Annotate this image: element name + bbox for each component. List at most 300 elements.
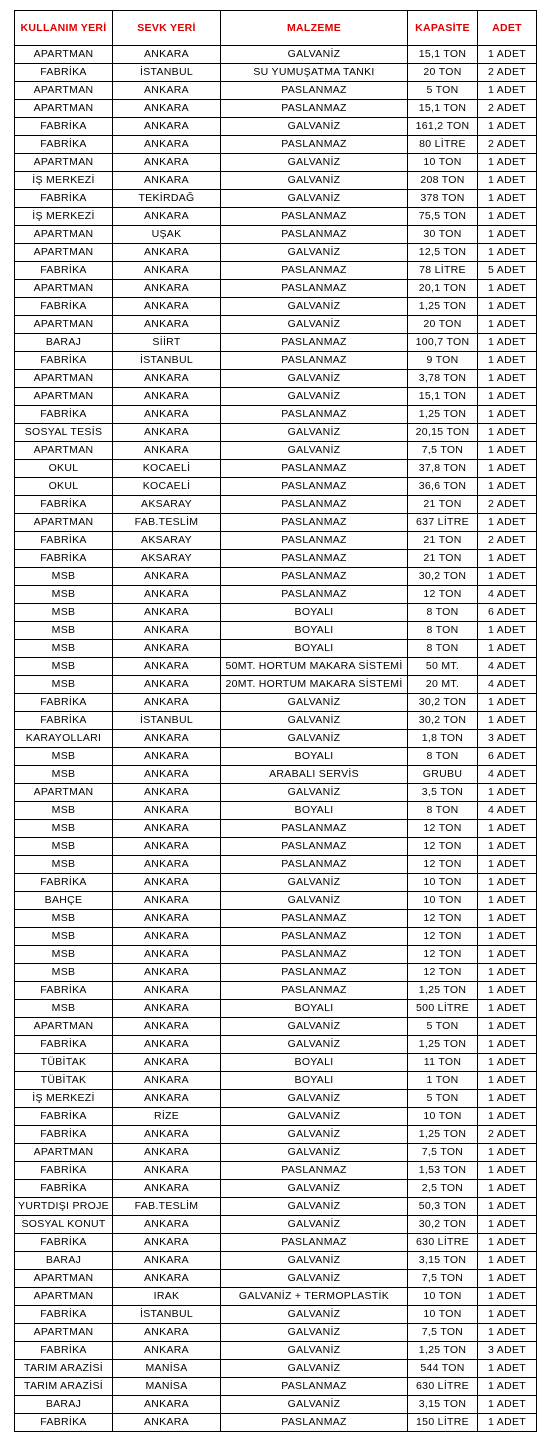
cell-kapasite: 544 TON	[408, 1360, 478, 1378]
cell-malzeme: PASLANMAZ	[221, 982, 408, 1000]
cell-malzeme: GALVANİZ	[221, 244, 408, 262]
cell-kullanim-yeri: SOSYAL TESİS	[15, 424, 113, 442]
cell-kapasite: 50,3 TON	[408, 1198, 478, 1216]
table-row	[15, 1000, 537, 1018]
cell-kullanim-yeri: OKUL	[15, 478, 113, 496]
cell-malzeme: GALVANİZ	[221, 1324, 408, 1342]
cell-adet: 6 ADET	[478, 748, 537, 766]
cell-malzeme: PASLANMAZ	[221, 1414, 408, 1432]
table-row	[15, 514, 537, 532]
cell-kullanim-yeri: TÜBİTAK	[15, 1072, 113, 1090]
cell-malzeme: BOYALI	[221, 748, 408, 766]
table-row	[15, 712, 537, 730]
cell-malzeme: PASLANMAZ	[221, 838, 408, 856]
cell-sevk-yeri: ANKARA	[113, 442, 221, 460]
cell-sevk-yeri: KOCAELİ	[113, 460, 221, 478]
cell-adet: 1 ADET	[478, 1000, 537, 1018]
cell-malzeme: PASLANMAZ	[221, 136, 408, 154]
cell-kapasite: 5 TON	[408, 1090, 478, 1108]
cell-kullanim-yeri: FABRİKA	[15, 1342, 113, 1360]
cell-malzeme: PASLANMAZ	[221, 496, 408, 514]
cell-kapasite: 1,25 TON	[408, 982, 478, 1000]
cell-kullanim-yeri: APARTMAN	[15, 784, 113, 802]
table-row	[15, 1414, 537, 1432]
cell-sevk-yeri: ANKARA	[113, 784, 221, 802]
cell-kapasite: 20 MT.	[408, 676, 478, 694]
table-row	[15, 838, 537, 856]
cell-kapasite: 630 LİTRE	[408, 1234, 478, 1252]
cell-kapasite: 20,15 TON	[408, 424, 478, 442]
table-row	[15, 604, 537, 622]
table-row	[15, 1108, 537, 1126]
cell-adet: 1 ADET	[478, 1216, 537, 1234]
table-body	[15, 46, 537, 1432]
cell-kapasite: 12 TON	[408, 910, 478, 928]
cell-kullanim-yeri: MSB	[15, 946, 113, 964]
cell-kapasite: 80 LİTRE	[408, 136, 478, 154]
cell-malzeme: GALVANİZ	[221, 298, 408, 316]
cell-sevk-yeri: ANKARA	[113, 1252, 221, 1270]
cell-adet: 1 ADET	[478, 1252, 537, 1270]
cell-adet: 1 ADET	[478, 928, 537, 946]
cell-adet: 1 ADET	[478, 874, 537, 892]
header-sevk-yeri: SEVK YERİ	[113, 11, 221, 46]
table-row	[15, 1162, 537, 1180]
cell-malzeme: PASLANMAZ	[221, 1234, 408, 1252]
cell-kullanim-yeri: SOSYAL KONUT	[15, 1216, 113, 1234]
cell-malzeme: GALVANİZ + TERMOPLASTİK	[221, 1288, 408, 1306]
table-row	[15, 658, 537, 676]
cell-sevk-yeri: ANKARA	[113, 1216, 221, 1234]
table-row	[15, 982, 537, 1000]
cell-kullanim-yeri: MSB	[15, 856, 113, 874]
table-row	[15, 136, 537, 154]
table-row	[15, 1036, 537, 1054]
header-adet: ADET	[478, 11, 537, 46]
table-row	[15, 784, 537, 802]
cell-malzeme: GALVANİZ	[221, 1270, 408, 1288]
cell-adet: 1 ADET	[478, 388, 537, 406]
cell-kapasite: 8 TON	[408, 748, 478, 766]
table-row	[15, 280, 537, 298]
cell-malzeme: BOYALI	[221, 640, 408, 658]
cell-adet: 1 ADET	[478, 1234, 537, 1252]
cell-kullanim-yeri: MSB	[15, 748, 113, 766]
cell-kullanim-yeri: MSB	[15, 802, 113, 820]
table-row	[15, 766, 537, 784]
cell-kullanim-yeri: APARTMAN	[15, 514, 113, 532]
table-row	[15, 100, 537, 118]
cell-kapasite: 5 TON	[408, 82, 478, 100]
cell-adet: 2 ADET	[478, 100, 537, 118]
cell-sevk-yeri: ANKARA	[113, 604, 221, 622]
cell-adet: 1 ADET	[478, 334, 537, 352]
cell-kullanim-yeri: MSB	[15, 820, 113, 838]
cell-malzeme: GALVANİZ	[221, 1036, 408, 1054]
cell-sevk-yeri: ANKARA	[113, 1162, 221, 1180]
table-row	[15, 1342, 537, 1360]
cell-kapasite: 12 TON	[408, 964, 478, 982]
cell-malzeme: PASLANMAZ	[221, 82, 408, 100]
cell-adet: 1 ADET	[478, 406, 537, 424]
cell-kullanim-yeri: TÜBİTAK	[15, 1054, 113, 1072]
cell-adet: 4 ADET	[478, 802, 537, 820]
table-row	[15, 316, 537, 334]
table-row	[15, 1396, 537, 1414]
cell-sevk-yeri: IRAK	[113, 1288, 221, 1306]
table-row	[15, 1234, 537, 1252]
cell-kapasite: 12 TON	[408, 820, 478, 838]
cell-malzeme: PASLANMAZ	[221, 334, 408, 352]
cell-sevk-yeri: RİZE	[113, 1108, 221, 1126]
cell-sevk-yeri: ANKARA	[113, 298, 221, 316]
cell-adet: 2 ADET	[478, 64, 537, 82]
cell-sevk-yeri: AKSARAY	[113, 550, 221, 568]
cell-sevk-yeri: ANKARA	[113, 1090, 221, 1108]
cell-adet: 1 ADET	[478, 280, 537, 298]
cell-kapasite: 75,5 TON	[408, 208, 478, 226]
cell-sevk-yeri: MANİSA	[113, 1378, 221, 1396]
cell-kapasite: 3,15 TON	[408, 1252, 478, 1270]
cell-kullanim-yeri: BARAJ	[15, 334, 113, 352]
cell-malzeme: GALVANİZ	[221, 694, 408, 712]
table-row	[15, 1180, 537, 1198]
cell-kullanim-yeri: MSB	[15, 766, 113, 784]
table-row	[15, 964, 537, 982]
cell-sevk-yeri: ANKARA	[113, 154, 221, 172]
cell-kullanim-yeri: FABRİKA	[15, 64, 113, 82]
cell-adet: 1 ADET	[478, 370, 537, 388]
cell-kapasite: 30,2 TON	[408, 712, 478, 730]
cell-sevk-yeri: ANKARA	[113, 1126, 221, 1144]
cell-kapasite: 8 TON	[408, 622, 478, 640]
cell-sevk-yeri: ANKARA	[113, 622, 221, 640]
table-row	[15, 1378, 537, 1396]
cell-kapasite: 21 TON	[408, 496, 478, 514]
cell-malzeme: GALVANİZ	[221, 1090, 408, 1108]
table-row	[15, 1144, 537, 1162]
cell-kullanim-yeri: APARTMAN	[15, 1270, 113, 1288]
cell-kullanim-yeri: İŞ MERKEZİ	[15, 208, 113, 226]
table-row	[15, 1324, 537, 1342]
cell-kullanim-yeri: BAHÇE	[15, 892, 113, 910]
cell-kapasite: 30,2 TON	[408, 568, 478, 586]
cell-sevk-yeri: ANKARA	[113, 694, 221, 712]
cell-kullanim-yeri: FABRİKA	[15, 406, 113, 424]
cell-sevk-yeri: SİİRT	[113, 334, 221, 352]
table-row	[15, 1360, 537, 1378]
cell-sevk-yeri: ANKARA	[113, 1342, 221, 1360]
cell-kapasite: 8 TON	[408, 802, 478, 820]
cell-kapasite: 150 LİTRE	[408, 1414, 478, 1432]
cell-kullanim-yeri: APARTMAN	[15, 100, 113, 118]
cell-sevk-yeri: ANKARA	[113, 424, 221, 442]
cell-malzeme: 50MT. HORTUM MAKARA SİSTEMİ	[221, 658, 408, 676]
cell-adet: 1 ADET	[478, 838, 537, 856]
cell-kullanim-yeri: KARAYOLLARI	[15, 730, 113, 748]
table-row	[15, 1270, 537, 1288]
cell-kullanim-yeri: TARIM ARAZİSİ	[15, 1360, 113, 1378]
cell-kullanim-yeri: FABRİKA	[15, 118, 113, 136]
table-row	[15, 406, 537, 424]
cell-kullanim-yeri: FABRİKA	[15, 694, 113, 712]
cell-adet: 1 ADET	[478, 1378, 537, 1396]
cell-sevk-yeri: ANKARA	[113, 370, 221, 388]
cell-malzeme: GALVANİZ	[221, 892, 408, 910]
cell-kullanim-yeri: FABRİKA	[15, 136, 113, 154]
cell-adet: 1 ADET	[478, 298, 537, 316]
table-row	[15, 154, 537, 172]
cell-kapasite: 10 TON	[408, 1288, 478, 1306]
table-row	[15, 388, 537, 406]
cell-adet: 1 ADET	[478, 1414, 537, 1432]
cell-kapasite: 20 TON	[408, 316, 478, 334]
header-row	[15, 11, 537, 46]
cell-malzeme: GALVANİZ	[221, 46, 408, 64]
table-row	[15, 208, 537, 226]
cell-adet: 1 ADET	[478, 550, 537, 568]
cell-malzeme: BOYALI	[221, 1072, 408, 1090]
cell-kapasite: 36,6 TON	[408, 478, 478, 496]
table-row	[15, 1252, 537, 1270]
cell-adet: 1 ADET	[478, 1396, 537, 1414]
cell-kullanim-yeri: APARTMAN	[15, 154, 113, 172]
cell-kapasite: 10 TON	[408, 892, 478, 910]
cell-adet: 1 ADET	[478, 820, 537, 838]
cell-kapasite: 21 TON	[408, 532, 478, 550]
cell-adet: 1 ADET	[478, 316, 537, 334]
cell-adet: 6 ADET	[478, 604, 537, 622]
cell-malzeme: GALVANİZ	[221, 1396, 408, 1414]
cell-adet: 2 ADET	[478, 136, 537, 154]
cell-adet: 1 ADET	[478, 622, 537, 640]
cell-kullanim-yeri: İŞ MERKEZİ	[15, 172, 113, 190]
table-row	[15, 586, 537, 604]
cell-sevk-yeri: ANKARA	[113, 946, 221, 964]
table-row	[15, 352, 537, 370]
cell-kullanim-yeri: MSB	[15, 640, 113, 658]
cell-malzeme: GALVANİZ	[221, 190, 408, 208]
cell-kapasite: 378 TON	[408, 190, 478, 208]
cell-kullanim-yeri: FABRİKA	[15, 262, 113, 280]
cell-kullanim-yeri: BARAJ	[15, 1252, 113, 1270]
cell-sevk-yeri: ANKARA	[113, 640, 221, 658]
cell-kapasite: 1 TON	[408, 1072, 478, 1090]
cell-kullanim-yeri: APARTMAN	[15, 46, 113, 64]
cell-kullanim-yeri: FABRİKA	[15, 1414, 113, 1432]
cell-sevk-yeri: ANKARA	[113, 676, 221, 694]
cell-malzeme: GALVANİZ	[221, 874, 408, 892]
header-kapasite: KAPASİTE	[408, 11, 478, 46]
cell-adet: 1 ADET	[478, 1054, 537, 1072]
cell-sevk-yeri: AKSARAY	[113, 496, 221, 514]
cell-adet: 1 ADET	[478, 478, 537, 496]
cell-sevk-yeri: ANKARA	[113, 82, 221, 100]
table-row	[15, 64, 537, 82]
cell-adet: 5 ADET	[478, 262, 537, 280]
cell-kullanim-yeri: APARTMAN	[15, 388, 113, 406]
cell-kapasite: 21 TON	[408, 550, 478, 568]
cell-adet: 1 ADET	[478, 226, 537, 244]
cell-malzeme: GALVANİZ	[221, 1360, 408, 1378]
cell-malzeme: PASLANMAZ	[221, 856, 408, 874]
cell-kapasite: 10 TON	[408, 874, 478, 892]
cell-adet: 1 ADET	[478, 946, 537, 964]
cell-sevk-yeri: FAB.TESLİM	[113, 514, 221, 532]
table-row	[15, 1072, 537, 1090]
cell-kapasite: 12 TON	[408, 838, 478, 856]
cell-kapasite: 637 LİTRE	[408, 514, 478, 532]
cell-adet: 1 ADET	[478, 1108, 537, 1126]
cell-kapasite: 500 LİTRE	[408, 1000, 478, 1018]
cell-sevk-yeri: ANKARA	[113, 748, 221, 766]
cell-kapasite: 12 TON	[408, 586, 478, 604]
cell-sevk-yeri: TEKİRDAĞ	[113, 190, 221, 208]
cell-kullanim-yeri: MSB	[15, 964, 113, 982]
cell-kullanim-yeri: FABRİKA	[15, 1306, 113, 1324]
cell-kapasite: 161,2 TON	[408, 118, 478, 136]
data-table	[14, 10, 537, 1432]
cell-malzeme: BOYALI	[221, 604, 408, 622]
cell-malzeme: PASLANMAZ	[221, 478, 408, 496]
table-row	[15, 892, 537, 910]
cell-kapasite: GRUBU	[408, 766, 478, 784]
cell-malzeme: GALVANİZ	[221, 1180, 408, 1198]
header-malzeme: MALZEME	[221, 11, 408, 46]
cell-kullanim-yeri: MSB	[15, 586, 113, 604]
cell-kapasite: 15,1 TON	[408, 388, 478, 406]
cell-malzeme: PASLANMAZ	[221, 820, 408, 838]
cell-sevk-yeri: MANİSA	[113, 1360, 221, 1378]
cell-kapasite: 20 TON	[408, 64, 478, 82]
cell-malzeme: PASLANMAZ	[221, 910, 408, 928]
table-row	[15, 262, 537, 280]
cell-kullanim-yeri: MSB	[15, 658, 113, 676]
cell-kullanim-yeri: APARTMAN	[15, 370, 113, 388]
cell-kapasite: 30,2 TON	[408, 694, 478, 712]
cell-kapasite: 630 LİTRE	[408, 1378, 478, 1396]
table-row	[15, 1090, 537, 1108]
cell-adet: 1 ADET	[478, 1288, 537, 1306]
cell-kullanim-yeri: FABRİKA	[15, 1162, 113, 1180]
cell-sevk-yeri: AKSARAY	[113, 532, 221, 550]
cell-kullanim-yeri: FABRİKA	[15, 1126, 113, 1144]
cell-adet: 1 ADET	[478, 1162, 537, 1180]
cell-sevk-yeri: ANKARA	[113, 172, 221, 190]
cell-kapasite: 3,15 TON	[408, 1396, 478, 1414]
cell-adet: 1 ADET	[478, 1306, 537, 1324]
table-row	[15, 1126, 537, 1144]
cell-kapasite: 1,25 TON	[408, 298, 478, 316]
table-row	[15, 532, 537, 550]
cell-sevk-yeri: İSTANBUL	[113, 712, 221, 730]
cell-kullanim-yeri: APARTMAN	[15, 1018, 113, 1036]
cell-kullanim-yeri: FABRİKA	[15, 550, 113, 568]
cell-kapasite: 37,8 TON	[408, 460, 478, 478]
cell-malzeme: PASLANMAZ	[221, 1162, 408, 1180]
cell-sevk-yeri: ANKARA	[113, 820, 221, 838]
cell-malzeme: 20MT. HORTUM MAKARA SİSTEMİ	[221, 676, 408, 694]
cell-malzeme: PASLANMAZ	[221, 946, 408, 964]
cell-malzeme: PASLANMAZ	[221, 964, 408, 982]
cell-adet: 2 ADET	[478, 532, 537, 550]
table-row	[15, 298, 537, 316]
cell-kullanim-yeri: FABRİKA	[15, 874, 113, 892]
cell-malzeme: GALVANİZ	[221, 1252, 408, 1270]
cell-adet: 1 ADET	[478, 640, 537, 658]
cell-malzeme: GALVANİZ	[221, 316, 408, 334]
cell-malzeme: GALVANİZ	[221, 370, 408, 388]
cell-sevk-yeri: ANKARA	[113, 1234, 221, 1252]
table-row	[15, 910, 537, 928]
cell-kullanim-yeri: FABRİKA	[15, 1180, 113, 1198]
table-row	[15, 1288, 537, 1306]
cell-adet: 1 ADET	[478, 352, 537, 370]
cell-sevk-yeri: ANKARA	[113, 262, 221, 280]
cell-adet: 1 ADET	[478, 442, 537, 460]
cell-kapasite: 7,5 TON	[408, 1324, 478, 1342]
cell-sevk-yeri: ANKARA	[113, 856, 221, 874]
cell-kapasite: 11 TON	[408, 1054, 478, 1072]
cell-kullanim-yeri: APARTMAN	[15, 280, 113, 298]
cell-adet: 2 ADET	[478, 496, 537, 514]
cell-sevk-yeri: ANKARA	[113, 1036, 221, 1054]
cell-sevk-yeri: ANKARA	[113, 1072, 221, 1090]
cell-sevk-yeri: ANKARA	[113, 100, 221, 118]
cell-malzeme: BOYALI	[221, 802, 408, 820]
cell-adet: 1 ADET	[478, 982, 537, 1000]
cell-malzeme: GALVANİZ	[221, 1018, 408, 1036]
cell-malzeme: GALVANİZ	[221, 154, 408, 172]
cell-kullanim-yeri: MSB	[15, 568, 113, 586]
cell-kullanim-yeri: FABRİKA	[15, 712, 113, 730]
cell-malzeme: PASLANMAZ	[221, 226, 408, 244]
cell-sevk-yeri: İSTANBUL	[113, 1306, 221, 1324]
cell-malzeme: GALVANİZ	[221, 388, 408, 406]
cell-malzeme: PASLANMAZ	[221, 532, 408, 550]
cell-kullanim-yeri: FABRİKA	[15, 532, 113, 550]
cell-kullanim-yeri: APARTMAN	[15, 1288, 113, 1306]
cell-kapasite: 30,2 TON	[408, 1216, 478, 1234]
cell-sevk-yeri: ANKARA	[113, 1018, 221, 1036]
table-row	[15, 568, 537, 586]
cell-adet: 2 ADET	[478, 1126, 537, 1144]
cell-adet: 1 ADET	[478, 1090, 537, 1108]
cell-kapasite: 15,1 TON	[408, 46, 478, 64]
cell-malzeme: PASLANMAZ	[221, 1378, 408, 1396]
cell-malzeme: GALVANİZ	[221, 424, 408, 442]
cell-kapasite: 8 TON	[408, 604, 478, 622]
cell-malzeme: PASLANMAZ	[221, 586, 408, 604]
cell-adet: 4 ADET	[478, 676, 537, 694]
cell-kapasite: 30 TON	[408, 226, 478, 244]
cell-kapasite: 12 TON	[408, 856, 478, 874]
cell-kapasite: 1,25 TON	[408, 1126, 478, 1144]
cell-kapasite: 1,53 TON	[408, 1162, 478, 1180]
cell-sevk-yeri: ANKARA	[113, 406, 221, 424]
cell-malzeme: PASLANMAZ	[221, 514, 408, 532]
cell-kapasite: 3,78 TON	[408, 370, 478, 388]
table-row	[15, 478, 537, 496]
cell-malzeme: GALVANİZ	[221, 1198, 408, 1216]
cell-sevk-yeri: ANKARA	[113, 892, 221, 910]
cell-sevk-yeri: ANKARA	[113, 1324, 221, 1342]
cell-sevk-yeri: ANKARA	[113, 586, 221, 604]
cell-kapasite: 20,1 TON	[408, 280, 478, 298]
cell-sevk-yeri: ANKARA	[113, 658, 221, 676]
cell-kullanim-yeri: APARTMAN	[15, 226, 113, 244]
cell-adet: 1 ADET	[478, 964, 537, 982]
